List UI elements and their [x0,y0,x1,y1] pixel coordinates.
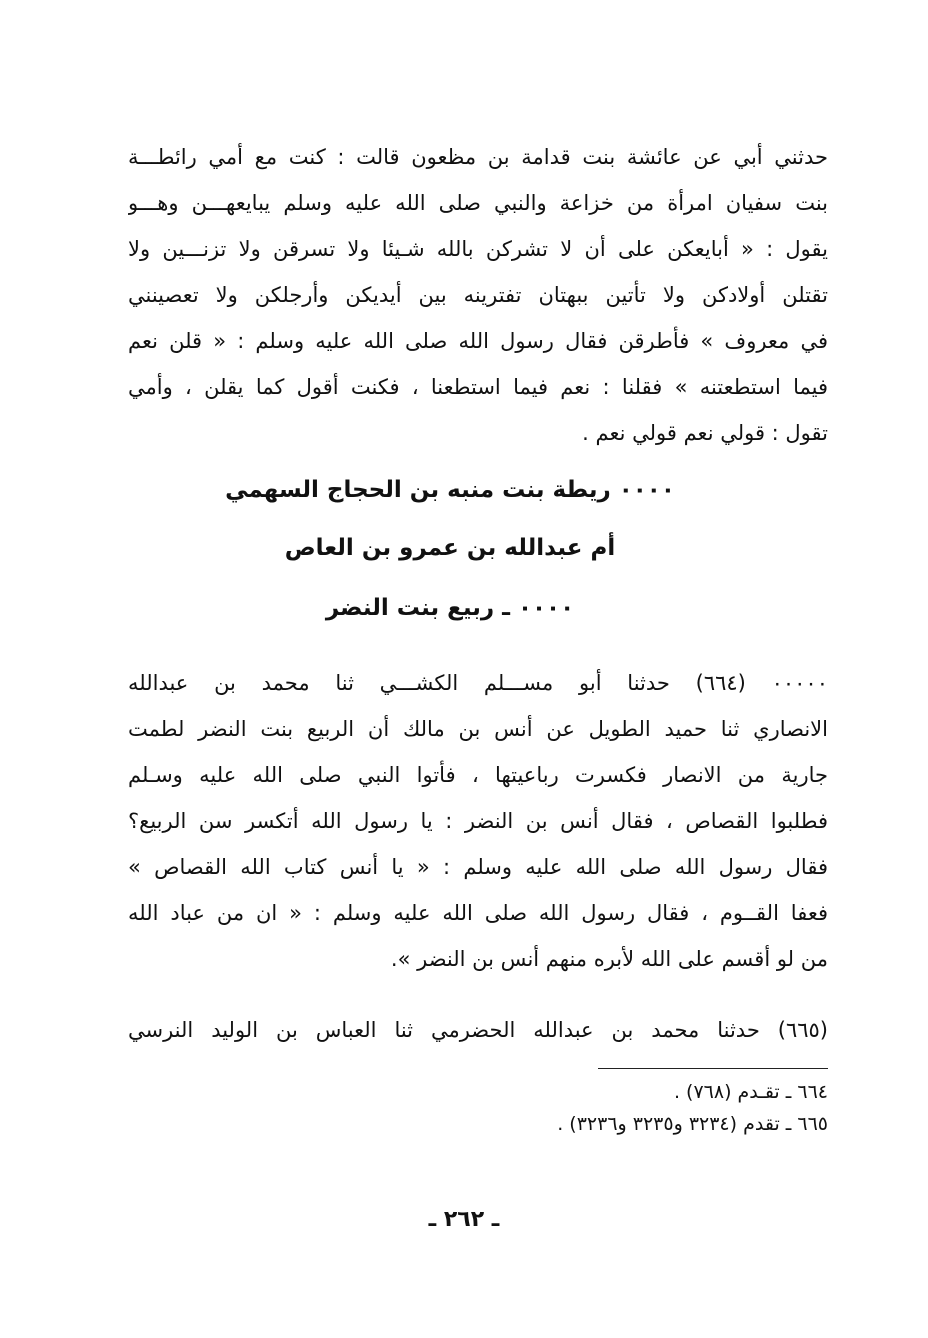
text-line: تقول : قولي نعم قولي نعم . [582,421,828,445]
text-line: ٠٠٠٠٠ (٦٦٤) حدثنا أبو مســـلم الكشـــي ثنا محمد بن عبدالله [128,671,828,695]
section-heading-rabta: ٠٠٠٠ ريطة بنت منبه بن الحجاج السهمي [225,477,675,503]
footnotes [128,1076,828,1140]
text-line: من لو أقسم على الله لأبره منهم أنس بن النضر ». [390,947,828,971]
text-line: الانصاري ثنا حميد الطويل عن أنس بن مالك أن الربيع بنت النضر لطمت [128,717,828,741]
paragraph-aisha-narration [128,134,828,456]
text-line: حدثني أبي عن عائشة بنت قدامة بن مظعون قالت : كنت مع أمي رائطـــة [128,145,828,169]
footnote-665: ٦٦٥ ـ تقدم (٣٢٣٤ و٣٢٣٥ و٣٢٣٦) . [557,1113,828,1135]
section-subheading-umm: أم عبدالله بن عمرو بن العاص [284,535,616,561]
text-line: فقال رسول الله صلى الله عليه وسلم : « يا أنس كتاب الله القصاص » [128,855,828,879]
text-line: فعفا القــوم ، فقال رسول الله صلى الله عليه وسلم : « ان من عباد الله [128,901,828,925]
text-line: بنت سفيان امرأة من خزاعة والنبي صلى الله عليه وسلم يبايعهـــن وهـــو [128,191,828,215]
text-line: يقول : « أبايعكن على أن لا تشركن بالله شـيئا ولا تسرقن ولا تزنـــين ولا [128,237,828,261]
footnote-664: ٦٦٤ ـ تقـدم (٧٦٨) . [673,1081,828,1103]
section-heading-rubayyi: ٠٠٠٠ ـ ربيع بنت النضر [325,595,575,621]
text-line: في معروف » فأطرقن فقال رسول الله صلى الله عليه وسلم : « قلن نعم [128,329,828,353]
text-line: فطلبوا القصاص ، فقال أنس بن النضر : يا رسول الله أتكسر سن الربيع؟ [128,809,828,833]
text-line: فيما استطعتنه » فقلنا : نعم فيما استطعنا ، فكنت أقول كما يقلن ، وأمي [128,375,828,399]
text-line: تقتلن أولادكن ولا تأتين ببهتان تفترينه بين أيديكن وأرجلكن ولا تعصينني [128,283,828,307]
text-line: جارية من الانصار فكسرت رباعيتها ، فأتوا النبي صلى الله عليه وسـلم [128,763,828,787]
page-number: ـ ٢٦٢ ـ [428,1207,500,1232]
paragraph-hadith-664 [128,660,828,982]
hadith-665-line: (٦٦٥) حدثنا محمد بن عبدالله الحضرمي ثنا العباس بن الوليد النرسي [128,1018,828,1042]
footnote-divider [598,1068,828,1069]
